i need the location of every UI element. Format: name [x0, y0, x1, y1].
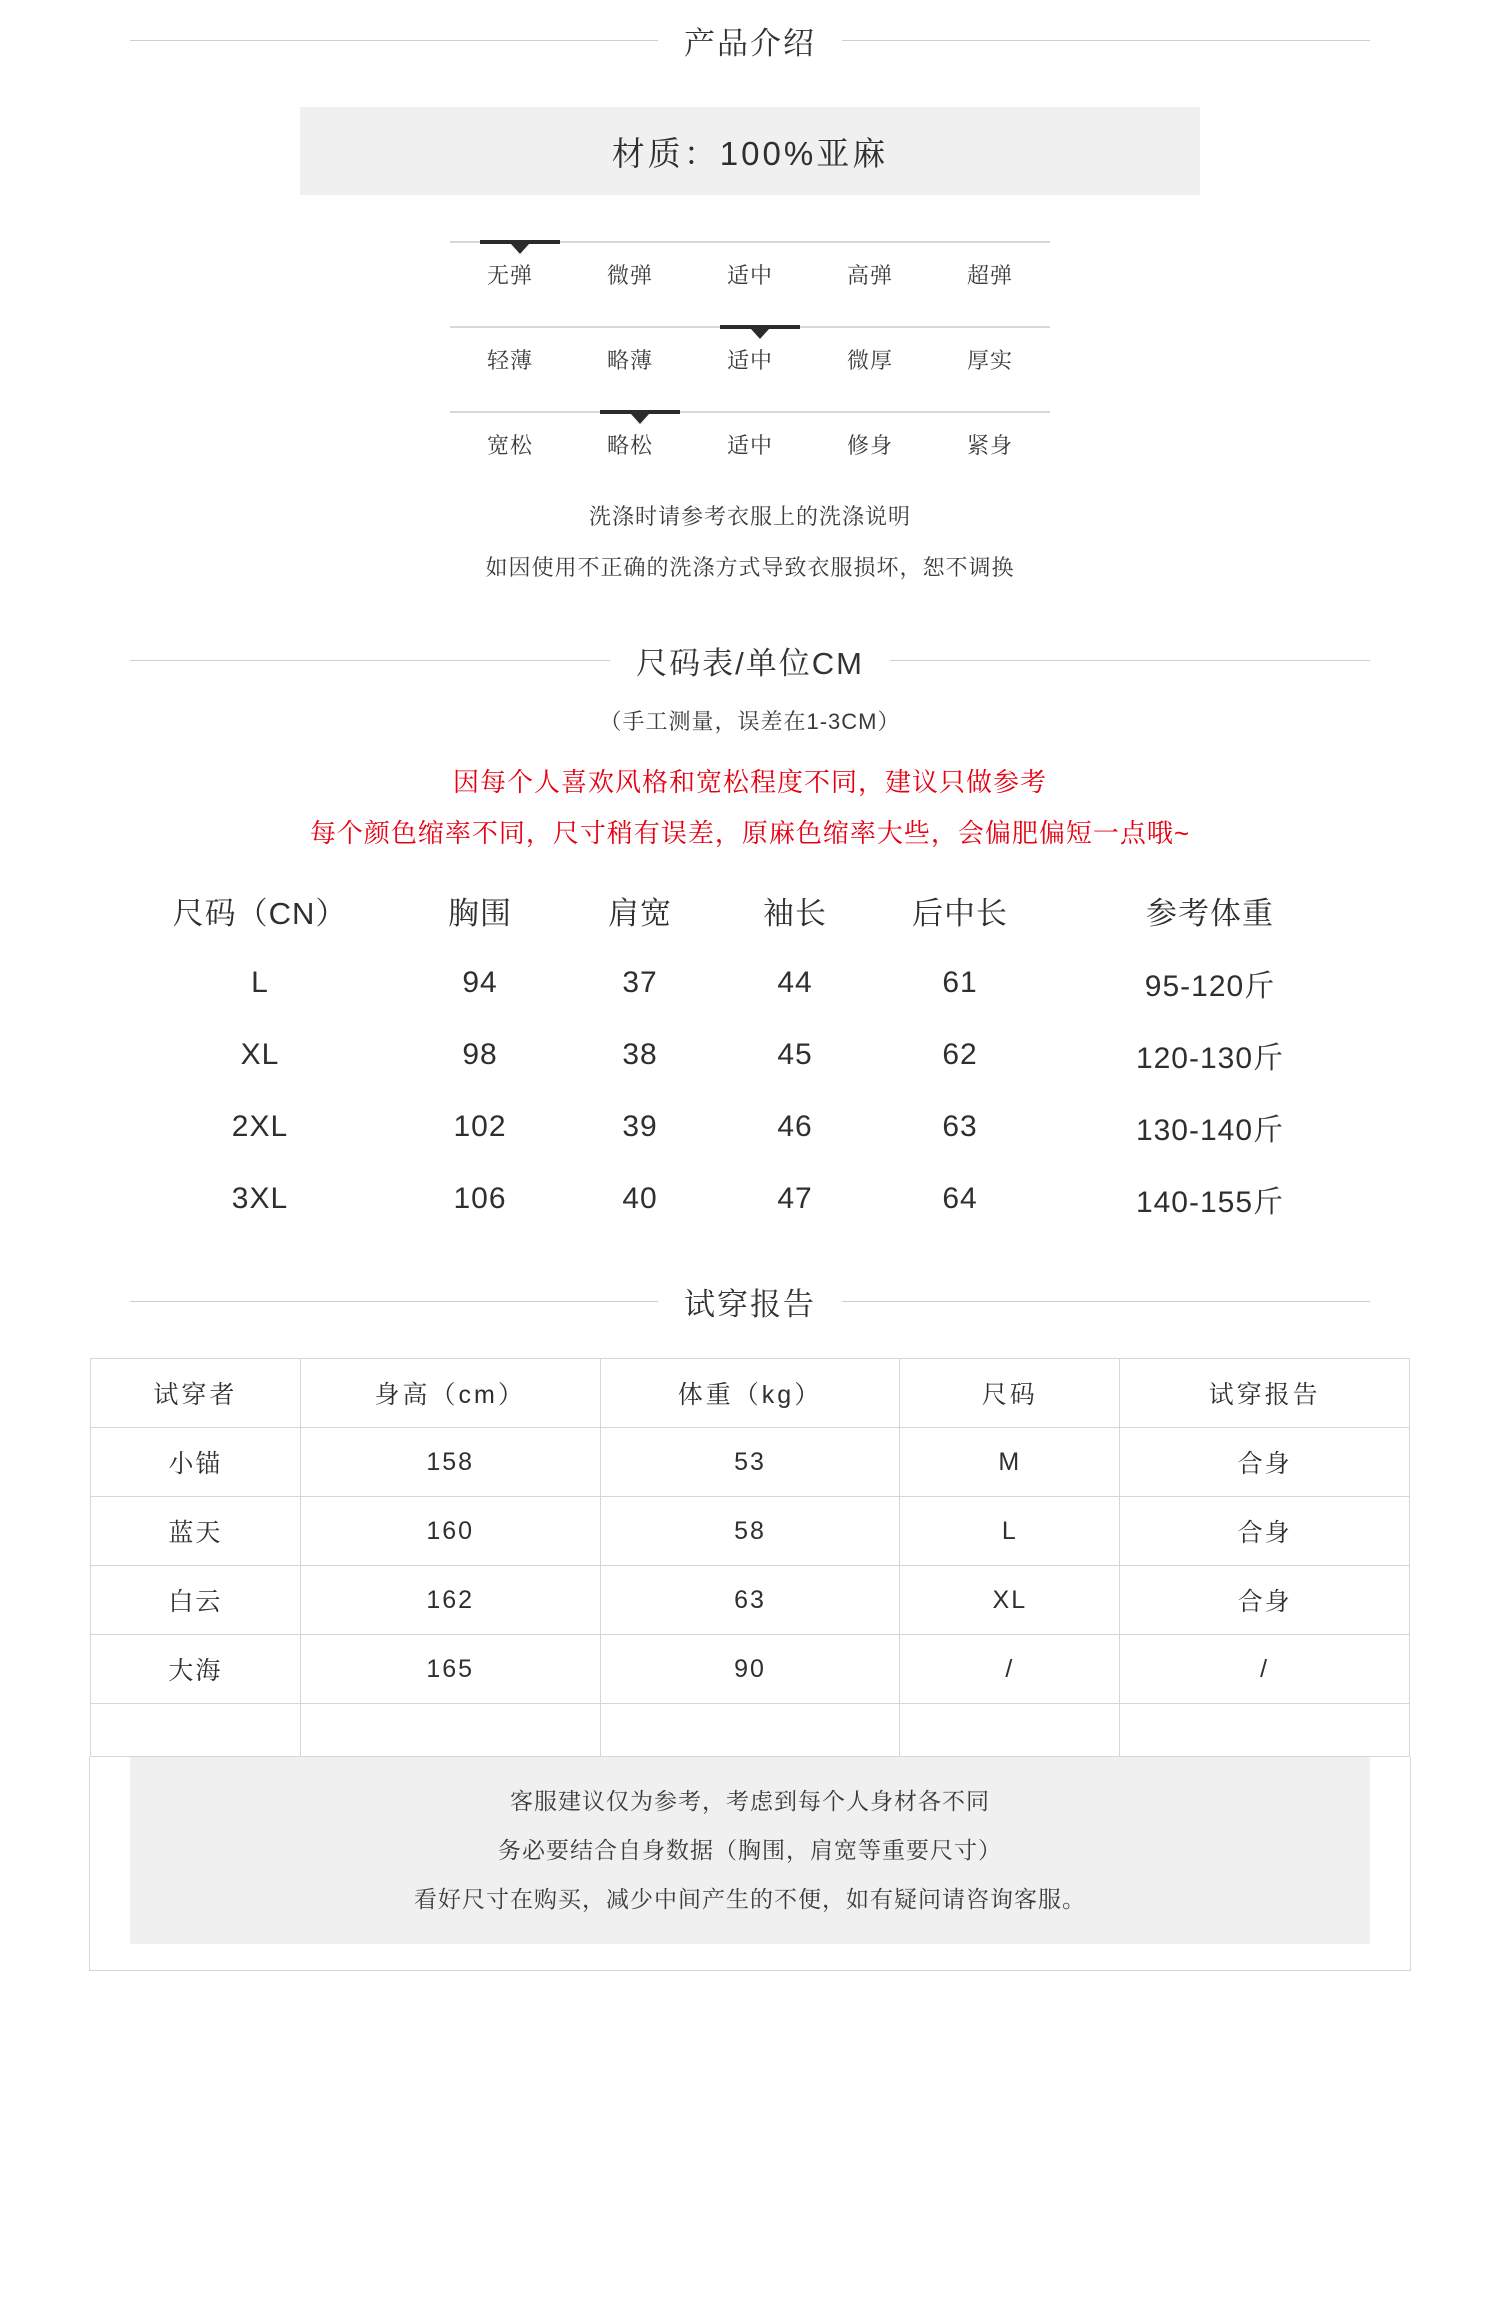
scale-elasticity — [450, 241, 1050, 290]
divider-left — [130, 660, 610, 661]
cell-bust: 94 — [462, 966, 498, 999]
scale-labels — [450, 429, 1050, 460]
cell-report: 合身 — [1120, 1566, 1410, 1635]
scale-labels — [450, 259, 1050, 290]
cell-sleeve: 44 — [777, 966, 813, 999]
cell-size: 2XL — [231, 1110, 289, 1143]
table-row-spacer — [91, 1704, 1410, 1757]
cell-weight: 58 — [600, 1497, 900, 1566]
scale-label: 宽松 — [486, 433, 533, 458]
cs-note-line: 客服建议仅为参考，考虑到每个人身材各不同 — [510, 1788, 990, 1814]
cell-size: XL — [900, 1566, 1120, 1635]
product-detail-page — [0, 18, 1500, 1971]
divider-right — [842, 40, 1370, 41]
cell-bust: 102 — [453, 1110, 507, 1143]
scale-track — [450, 241, 1050, 243]
tryon-report-table — [90, 1358, 1410, 1757]
table-row — [125, 1019, 1375, 1091]
cell-shoulder: 40 — [622, 1182, 658, 1215]
scale-label: 厚实 — [966, 348, 1013, 373]
cell-weight: 140-155斤 — [1135, 1186, 1285, 1219]
warning-note: 每个颜色缩率不同，尺寸稍有误差，原麻色缩率大些，会偏肥偏短一点哦~ — [309, 818, 1191, 848]
property-scales — [450, 241, 1050, 460]
cell-weight: 120-130斤 — [1135, 1042, 1285, 1075]
column-header: 后中长 — [912, 896, 1008, 931]
column-header: 试穿报告 — [1120, 1359, 1410, 1428]
divider-right — [842, 1301, 1370, 1302]
size-chart-warnings — [0, 762, 1500, 850]
customer-service-note-wrap — [89, 1757, 1411, 1971]
cs-note-line: 务必要结合自身数据（胸围，肩宽等重要尺寸） — [498, 1837, 1002, 1863]
divider-right — [890, 660, 1370, 661]
size-chart-title: 尺码表/单位CM — [636, 646, 864, 681]
scale-label: 适中 — [726, 433, 773, 458]
table-row — [125, 1163, 1375, 1235]
cell-model: 大海 — [91, 1635, 301, 1704]
cell-length: 64 — [942, 1182, 978, 1215]
table-header-row — [125, 874, 1375, 947]
scale-marker-icon — [751, 329, 769, 339]
size-chart-subnote: （手工测量，误差在1-3CM） — [599, 709, 901, 734]
scale-label: 略松 — [606, 433, 653, 458]
table-header-row — [91, 1359, 1410, 1428]
cell-sleeve: 45 — [777, 1038, 813, 1071]
cell-weight: 95-120斤 — [1144, 970, 1276, 1003]
cell-length: 63 — [942, 1110, 978, 1143]
cell-height: 162 — [300, 1566, 600, 1635]
cell-shoulder: 38 — [622, 1038, 658, 1071]
cell-empty — [91, 1704, 301, 1757]
table-row — [91, 1497, 1410, 1566]
table-row — [125, 1091, 1375, 1163]
cs-note-line: 看好尺寸在购买，减少中间产生的不便，如有疑问请咨询客服。 — [414, 1886, 1086, 1912]
scale-fit — [450, 411, 1050, 460]
scale-track — [450, 411, 1050, 413]
table-row — [125, 947, 1375, 1019]
wash-note: 洗涤时请参考衣服上的洗涤说明 — [588, 504, 911, 529]
column-header: 袖长 — [763, 896, 827, 931]
cell-empty — [600, 1704, 900, 1757]
page-title: 产品介绍 — [684, 26, 816, 61]
tryon-title: 试穿报告 — [684, 1287, 816, 1322]
cell-weight: 90 — [600, 1635, 900, 1704]
column-header: 尺码 — [900, 1359, 1120, 1428]
scale-label: 超弹 — [966, 263, 1013, 288]
cell-empty — [300, 1704, 600, 1757]
cell-report: / — [1120, 1635, 1410, 1704]
column-header: 胸围 — [448, 896, 512, 931]
cell-empty — [1120, 1704, 1410, 1757]
cell-sleeve: 47 — [777, 1182, 813, 1215]
cell-shoulder: 39 — [622, 1110, 658, 1143]
cell-weight: 63 — [600, 1566, 900, 1635]
section-header-tryon — [130, 1279, 1370, 1324]
size-chart-table — [125, 874, 1375, 1235]
divider-left — [130, 40, 658, 41]
cell-size: M — [900, 1428, 1120, 1497]
column-header: 尺码（CN） — [172, 896, 348, 931]
scale-marker-icon — [511, 244, 529, 254]
cell-report: 合身 — [1120, 1428, 1410, 1497]
material-label: 材质：100%亚麻 — [611, 134, 889, 172]
scale-track — [450, 326, 1050, 328]
divider-left — [130, 1301, 658, 1302]
scale-marker-icon — [631, 414, 649, 424]
column-header: 身高（cm） — [300, 1359, 600, 1428]
scale-labels — [450, 344, 1050, 375]
cell-height: 158 — [300, 1428, 600, 1497]
column-header: 肩宽 — [608, 896, 672, 931]
wash-note: 如因使用不正确的洗涤方式导致衣服损坏，恕不调换 — [485, 555, 1015, 580]
cell-weight: 53 — [600, 1428, 900, 1497]
column-header: 体重（kg） — [600, 1359, 900, 1428]
cell-size: / — [900, 1635, 1120, 1704]
cell-weight: 130-140斤 — [1135, 1114, 1285, 1147]
cell-size: XL — [240, 1038, 280, 1071]
table-row — [91, 1428, 1410, 1497]
cell-size: 3XL — [231, 1182, 289, 1215]
cell-model: 白云 — [91, 1566, 301, 1635]
customer-service-note — [130, 1757, 1370, 1944]
cell-size: L — [900, 1497, 1120, 1566]
scale-label: 紧身 — [966, 433, 1013, 458]
cell-size: L — [251, 966, 269, 999]
cell-sleeve: 46 — [777, 1110, 813, 1143]
cell-bust: 106 — [453, 1182, 507, 1215]
scale-label: 微厚 — [846, 348, 893, 373]
cell-bust: 98 — [462, 1038, 498, 1071]
table-row — [91, 1635, 1410, 1704]
scale-label: 微弹 — [606, 263, 653, 288]
column-header: 参考体重 — [1146, 896, 1274, 931]
column-header: 试穿者 — [91, 1359, 301, 1428]
warning-note: 因每个人喜欢风格和宽松程度不同，建议只做参考 — [452, 767, 1047, 797]
cell-length: 61 — [942, 966, 978, 999]
cell-shoulder: 37 — [622, 966, 658, 999]
cell-height: 165 — [300, 1635, 600, 1704]
scale-label: 修身 — [846, 433, 893, 458]
section-header-size-chart — [130, 638, 1370, 683]
scale-label: 略薄 — [606, 348, 653, 373]
scale-label: 适中 — [726, 348, 773, 373]
material-banner — [300, 107, 1200, 195]
scale-label: 无弹 — [486, 263, 533, 288]
table-row — [91, 1566, 1410, 1635]
cell-model: 蓝天 — [91, 1497, 301, 1566]
cell-report: 合身 — [1120, 1497, 1410, 1566]
wash-instructions — [0, 500, 1500, 582]
cell-length: 62 — [942, 1038, 978, 1071]
cell-height: 160 — [300, 1497, 600, 1566]
cell-model: 小锚 — [91, 1428, 301, 1497]
scale-thickness — [450, 326, 1050, 375]
scale-label: 轻薄 — [486, 348, 533, 373]
cell-empty — [900, 1704, 1120, 1757]
section-header-intro — [130, 18, 1370, 63]
scale-label: 高弹 — [846, 263, 893, 288]
scale-label: 适中 — [726, 263, 773, 288]
